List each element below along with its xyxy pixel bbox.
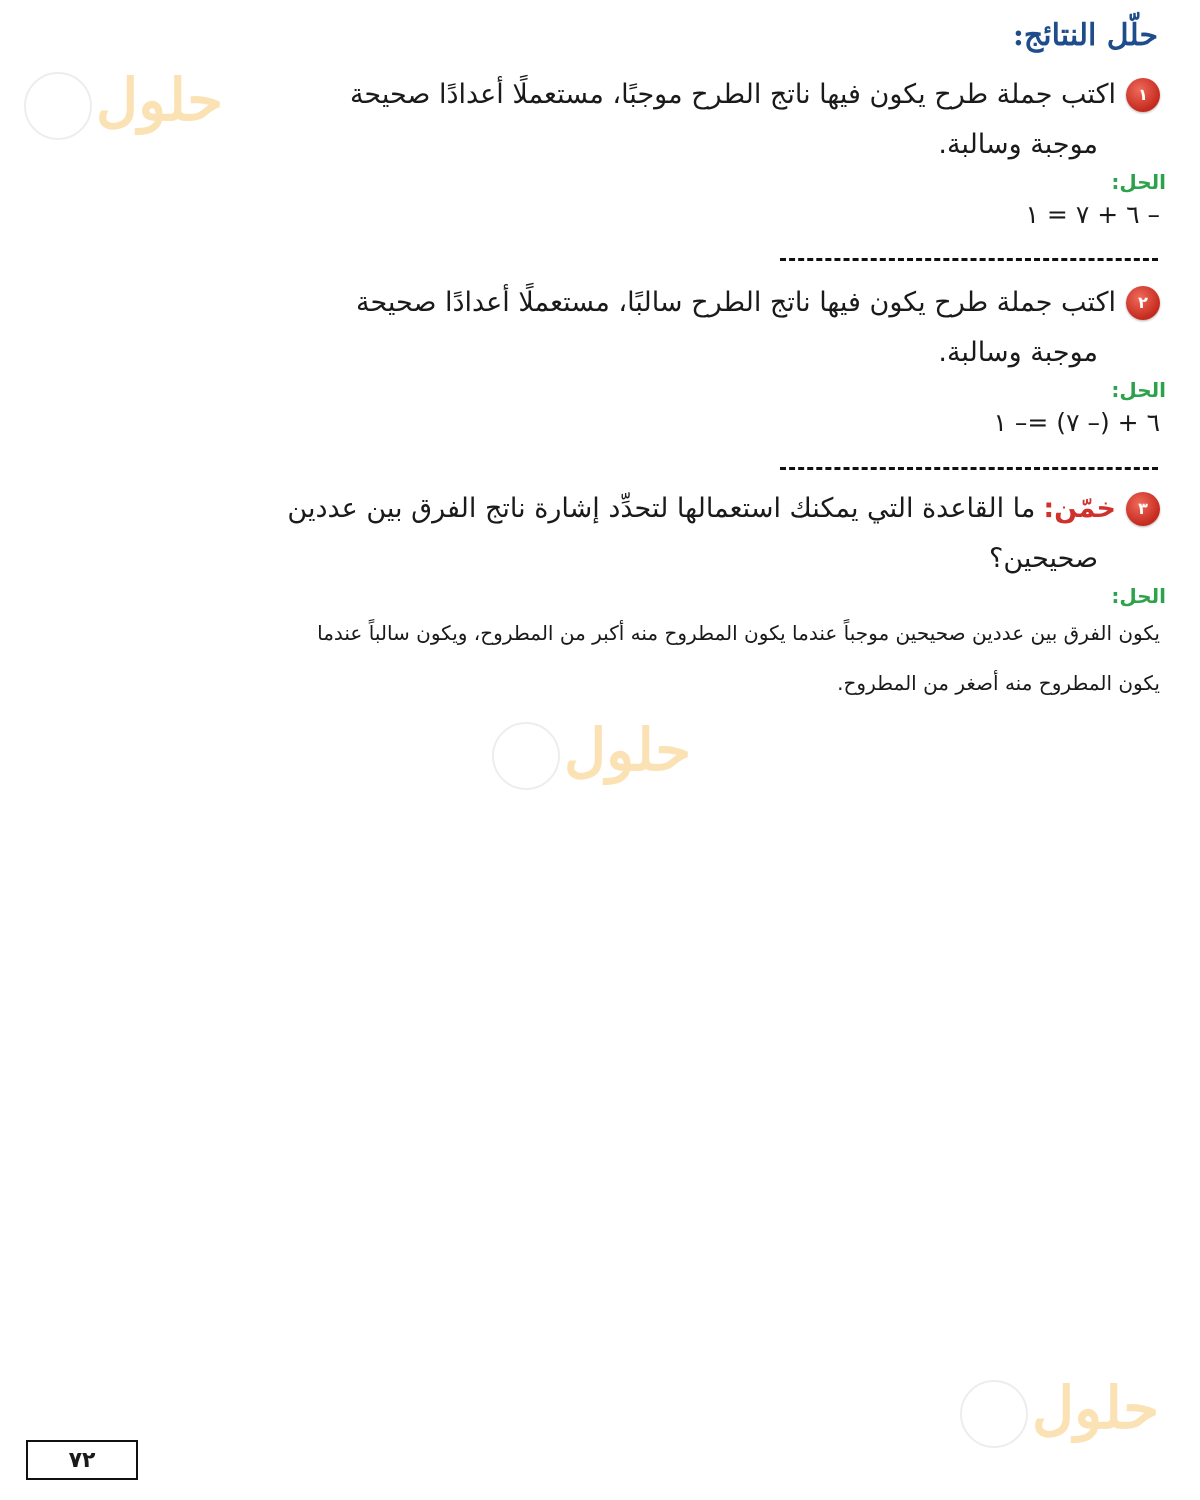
divider	[780, 467, 1158, 470]
solution-equation: ٦ + (– ٧) =– ١	[993, 408, 1160, 437]
solution-answer-line: يكون الفرق بين عددين صحيحين موجباً عندما يكون المطروح منه أكبر من المطروح، ويكون سالباً عندما	[317, 621, 1160, 645]
question-text-continued: موجبة وسالبة.	[938, 337, 1098, 368]
question-text: اكتب جملة طرح يكون فيها ناتج الطرح سالبًا، مستعملًا أعدادًا صحيحة	[355, 287, 1116, 318]
question-3	[40, 484, 1166, 708]
question-number-badge: ٢	[1126, 286, 1160, 320]
page-number: ٧٢	[26, 1440, 138, 1480]
solution-answer-line: يكون المطروح منه أصغر من المطروح.	[837, 671, 1160, 695]
question-2	[40, 278, 1166, 437]
question-text: ما القاعدة التي يمكنك استعمالها لتحدِّد إشارة ناتج الفرق بين عددين	[287, 493, 1036, 524]
solution-label: الحل:	[1111, 378, 1166, 402]
question-number-badge: ٣	[1126, 492, 1160, 526]
watermark-logo: حلول	[960, 1378, 1170, 1448]
watermark-logo: حلول	[492, 720, 702, 790]
solution-equation: – ٦ + ٧ = ١	[1025, 200, 1160, 229]
question-text-continued: موجبة وسالبة.	[938, 129, 1098, 160]
divider	[780, 258, 1158, 261]
question-text: اكتب جملة طرح يكون فيها ناتج الطرح موجبًا، مستعملًا أعدادًا صحيحة	[349, 79, 1116, 110]
solution-label: الحل:	[1111, 170, 1166, 194]
question-text-continued: صحيحين؟	[989, 543, 1098, 574]
watermark-logo: حلول	[24, 70, 234, 140]
section-title: حلّل النتائج:	[1012, 18, 1158, 53]
solution-label: الحل:	[1111, 584, 1166, 608]
question-number-badge: ١	[1126, 78, 1160, 112]
question-keyword: خمّن:	[1043, 493, 1116, 524]
